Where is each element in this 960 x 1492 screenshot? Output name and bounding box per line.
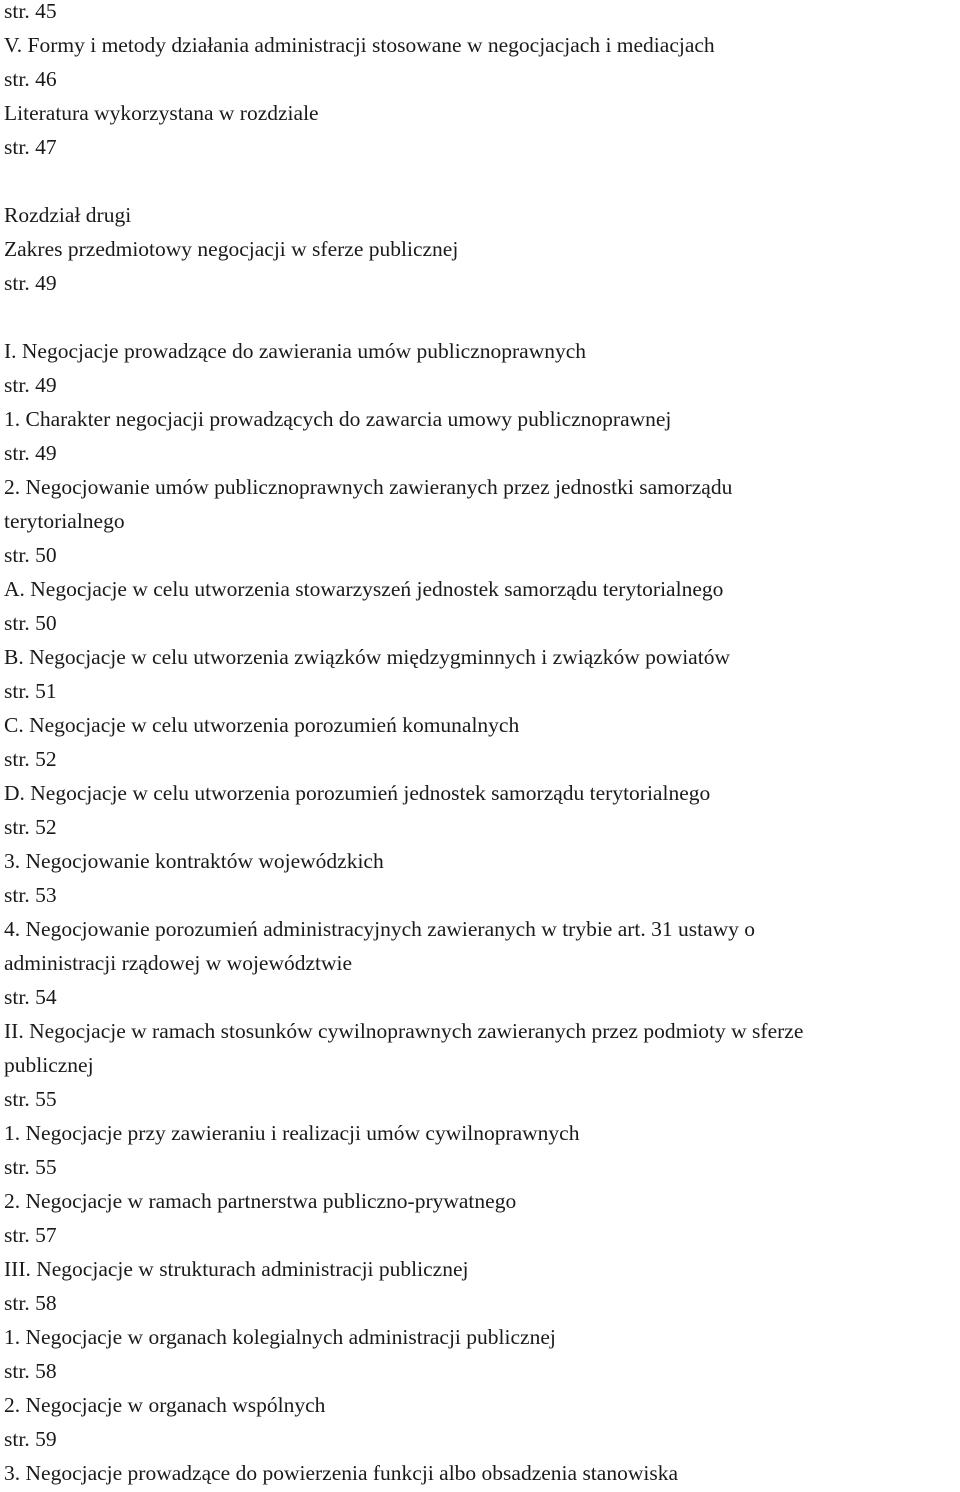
page-reference: str. 52 <box>4 747 57 771</box>
toc-entry: B. Negocjacje w celu utworzenia związków międzygminnych i związków powiatów <box>4 645 730 669</box>
toc-entry-continuation: terytorialnego <box>4 509 125 533</box>
page-reference: str. 49 <box>4 441 57 465</box>
page-reference: str. 45 <box>4 0 57 23</box>
toc-entry: 4. Negocjowanie porozumień administracyjnych zawieranych w trybie art. 31 ustawy o <box>4 917 756 941</box>
toc-entry: A. Negocjacje w celu utworzenia stowarzyszeń jednostek samorządu terytorialnego <box>4 577 724 601</box>
toc-entry: 3. Negocjowanie kontraktów wojewódzkich <box>4 849 384 873</box>
page-reference: str. 58 <box>4 1291 57 1315</box>
page-reference: str. 53 <box>4 883 57 907</box>
page-reference: str. 50 <box>4 611 57 635</box>
page-reference: str. 47 <box>4 135 57 159</box>
page-reference: str. 57 <box>4 1223 57 1247</box>
page-reference: str. 49 <box>4 271 57 295</box>
blank-line <box>4 300 960 334</box>
toc-entry: 1. Negocjacje przy zawieraniu i realizacji umów cywilnoprawnych <box>4 1121 580 1145</box>
toc-entry: 1. Charakter negocjacji prowadzących do zawarcia umowy publicznoprawnej <box>4 407 672 431</box>
page-reference: str. 54 <box>4 985 57 1009</box>
table-of-contents <box>4 0 960 1490</box>
chapter-title: Zakres przedmiotowy negocjacji w sferze publicznej <box>4 237 459 261</box>
page-reference: str. 55 <box>4 1087 57 1111</box>
toc-entry: C. Negocjacje w celu utworzenia porozumień komunalnych <box>4 713 520 737</box>
toc-entry: 3. Negocjacje prowadzące do powierzenia funkcji albo obsadzenia stanowiska <box>4 1461 678 1485</box>
toc-entry: 1. Negocjacje w organach kolegialnych administracji publicznej <box>4 1325 556 1349</box>
page-reference: str. 55 <box>4 1155 57 1179</box>
toc-entry: III. Negocjacje w strukturach administracji publicznej <box>4 1257 469 1281</box>
toc-entry: 2. Negocjacje w ramach partnerstwa publiczno-prywatnego <box>4 1189 517 1213</box>
page-reference: str. 49 <box>4 373 57 397</box>
page-reference: str. 50 <box>4 543 57 567</box>
toc-entry-continuation: publicznej <box>4 1053 94 1077</box>
toc-entry: D. Negocjacje w celu utworzenia porozumień jednostek samorządu terytorialnego <box>4 781 711 805</box>
page-reference: str. 58 <box>4 1359 57 1383</box>
page-reference: str. 59 <box>4 1427 57 1451</box>
toc-entry-continuation: administracji rządowej w województwie <box>4 951 353 975</box>
chapter-heading: Rozdział drugi <box>4 203 132 227</box>
page-reference: str. 46 <box>4 67 57 91</box>
blank-line <box>4 164 960 198</box>
page-reference: str. 52 <box>4 815 57 839</box>
toc-entry: V. Formy i metody działania administracji stosowane w negocjacjach i mediacjach <box>4 33 715 57</box>
toc-entry: I. Negocjacje prowadzące do zawierania umów publicznoprawnych <box>4 339 587 363</box>
toc-entry: Literatura wykorzystana w rozdziale <box>4 101 319 125</box>
toc-entry: II. Negocjacje w ramach stosunków cywilnoprawnych zawieranych przez podmioty w sferze <box>4 1019 804 1043</box>
toc-entry: 2. Negocjacje w organach wspólnych <box>4 1393 326 1417</box>
toc-entry: 2. Negocjowanie umów publicznoprawnych zawieranych przez jednostki samorządu <box>4 475 733 499</box>
page-reference: str. 51 <box>4 679 57 703</box>
